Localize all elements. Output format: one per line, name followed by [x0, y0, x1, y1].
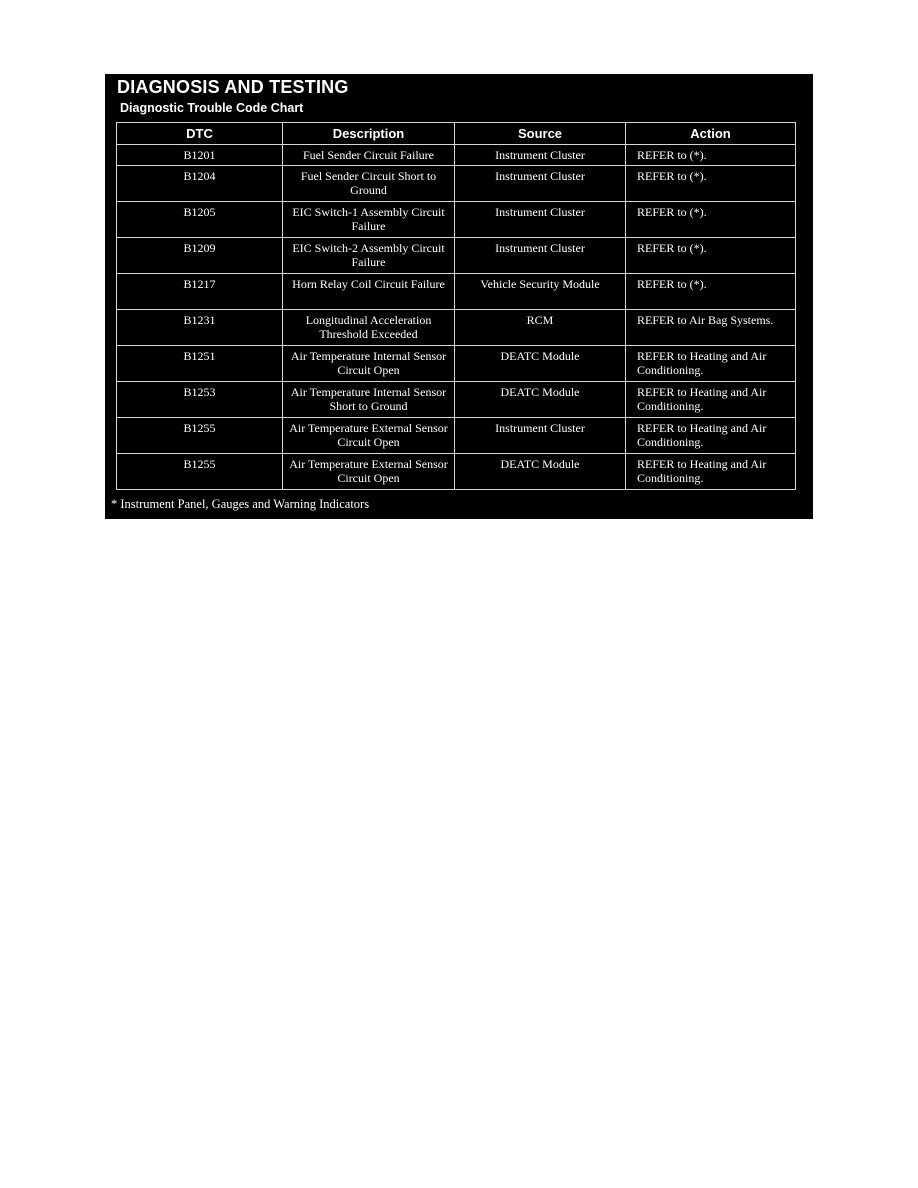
cell-description: Air Temperature External Sensor Circuit Open — [283, 417, 455, 453]
cell-action: REFER to (*). — [626, 273, 796, 309]
cell-source: Instrument Cluster — [455, 201, 626, 237]
cell-dtc: B1201 — [117, 145, 283, 166]
cell-dtc: B1209 — [117, 237, 283, 273]
column-header-description: Description — [283, 123, 455, 145]
cell-description: Fuel Sender Circuit Short to Ground — [283, 165, 455, 201]
table-row — [117, 417, 796, 453]
table-header-row — [117, 123, 796, 145]
table-row — [117, 381, 796, 417]
cell-action: REFER to Heating and Air Conditioning. — [626, 417, 796, 453]
cell-action: REFER to (*). — [626, 201, 796, 237]
cell-action: REFER to (*). — [626, 165, 796, 201]
cell-description: Air Temperature Internal Sensor Circuit Open — [283, 345, 455, 381]
cell-description: Air Temperature External Sensor Circuit Open — [283, 453, 455, 489]
cell-source: Instrument Cluster — [455, 165, 626, 201]
cell-source: Instrument Cluster — [455, 237, 626, 273]
chart-subtitle: Diagnostic Trouble Code Chart — [120, 101, 304, 115]
cell-description: EIC Switch-1 Assembly Circuit Failure — [283, 201, 455, 237]
cell-action: REFER to Heating and Air Conditioning. — [626, 453, 796, 489]
cell-description: Horn Relay Coil Circuit Failure — [283, 273, 455, 309]
column-header-source: Source — [455, 123, 626, 145]
dtc-table — [116, 122, 796, 490]
page-title: DIAGNOSIS AND TESTING — [117, 77, 349, 97]
cell-dtc: B1205 — [117, 201, 283, 237]
cell-action: REFER to Heating and Air Conditioning. — [626, 381, 796, 417]
cell-dtc: B1255 — [117, 417, 283, 453]
table-row — [117, 237, 796, 273]
column-header-action: Action — [626, 123, 796, 145]
table-row — [117, 165, 796, 201]
table-row — [117, 309, 796, 345]
cell-action: REFER to Air Bag Systems. — [626, 309, 796, 345]
cell-source: DEATC Module — [455, 381, 626, 417]
cell-description: Fuel Sender Circuit Failure — [283, 145, 455, 166]
cell-description: EIC Switch-2 Assembly Circuit Failure — [283, 237, 455, 273]
cell-action: REFER to Heating and Air Conditioning. — [626, 345, 796, 381]
cell-dtc: B1251 — [117, 345, 283, 381]
cell-source: DEATC Module — [455, 345, 626, 381]
cell-dtc: B1217 — [117, 273, 283, 309]
cell-source: Instrument Cluster — [455, 417, 626, 453]
footnote: * Instrument Panel, Gauges and Warning Indicators — [111, 497, 370, 511]
diagnostic-chart-panel — [105, 74, 813, 519]
cell-dtc: B1204 — [117, 165, 283, 201]
table-row — [117, 453, 796, 489]
cell-source: DEATC Module — [455, 453, 626, 489]
table-row — [117, 345, 796, 381]
table-row — [117, 273, 796, 309]
table-row — [117, 201, 796, 237]
cell-source: Vehicle Security Module — [455, 273, 626, 309]
cell-dtc: B1255 — [117, 453, 283, 489]
cell-source: Instrument Cluster — [455, 145, 626, 166]
column-header-dtc: DTC — [117, 123, 283, 145]
cell-source: RCM — [455, 309, 626, 345]
cell-description: Longitudinal Acceleration Threshold Exceeded — [283, 309, 455, 345]
cell-action: REFER to (*). — [626, 237, 796, 273]
cell-action: REFER to (*). — [626, 145, 796, 166]
cell-description: Air Temperature Internal Sensor Short to Ground — [283, 381, 455, 417]
cell-dtc: B1231 — [117, 309, 283, 345]
cell-dtc: B1253 — [117, 381, 283, 417]
table-row — [117, 145, 796, 166]
